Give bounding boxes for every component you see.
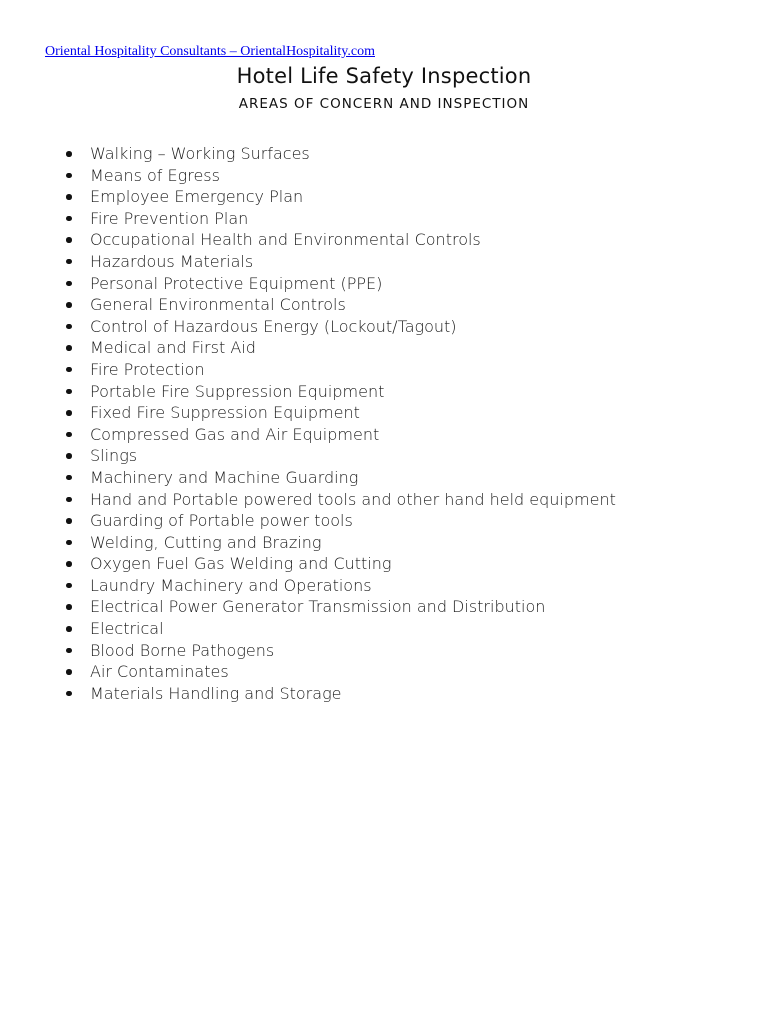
bullet-icon <box>66 669 72 675</box>
bullet-icon <box>66 237 72 243</box>
bullet-icon <box>66 453 72 459</box>
bullet-icon <box>66 410 72 416</box>
list-item-label: Hand and Portable powered tools and other hand held equipment <box>90 489 616 509</box>
bullet-icon <box>66 324 72 330</box>
list-item <box>62 618 616 640</box>
list-item-label: Fire Prevention Plan <box>90 208 249 228</box>
header-link[interactable]: Oriental Hospitality Consultants – OrientalHospitality.com <box>45 44 375 59</box>
list-item <box>62 208 616 230</box>
list-item <box>62 337 616 359</box>
list-item-label: Occupational Health and Environmental Controls <box>90 230 481 250</box>
bullet-icon <box>66 281 72 287</box>
list-item-label: Guarding of Portable power tools <box>90 511 353 531</box>
list-item <box>62 510 616 532</box>
list-item-label: Fixed Fire Suppression Equipment <box>90 403 360 423</box>
list-item-label: Blood Borne Pathogens <box>90 640 275 660</box>
list-item <box>62 186 616 208</box>
list-item <box>62 402 616 424</box>
bullet-icon <box>66 259 72 265</box>
list-item <box>62 424 616 446</box>
bullet-icon <box>66 648 72 654</box>
list-item-label: Portable Fire Suppression Equipment <box>90 381 385 401</box>
page-subtitle: AREAS OF CONCERN AND INSPECTION <box>238 96 530 112</box>
list-item <box>62 381 616 403</box>
list-item-label: Walking – Working Surfaces <box>90 144 310 163</box>
list-item-label: Air Contaminates <box>90 662 229 682</box>
list-item <box>62 359 616 381</box>
bullet-icon <box>66 691 72 697</box>
list-item-label: Materials Handling and Storage <box>90 683 342 703</box>
bullet-icon <box>66 604 72 610</box>
list-item-label: Machinery and Machine Guarding <box>90 467 359 487</box>
list-item <box>62 532 616 554</box>
areas-list <box>62 143 616 704</box>
list-item <box>62 467 616 489</box>
list-item <box>62 143 616 165</box>
bullet-icon <box>66 216 72 222</box>
bullet-icon <box>66 151 72 157</box>
list-item-label: Welding, Cutting and Brazing <box>90 532 322 552</box>
list-item-label: Control of Hazardous Energy (Lockout/Tagout) <box>90 316 457 336</box>
bullet-icon <box>66 367 72 373</box>
list-item-label: Fire Protection <box>90 359 205 379</box>
list-item <box>62 553 616 575</box>
list-item-label: Oxygen Fuel Gas Welding and Cutting <box>90 554 392 574</box>
bullet-icon <box>66 345 72 351</box>
list-item-label: Personal Protective Equipment (PPE) <box>90 273 383 293</box>
list-item <box>62 596 616 618</box>
bullet-icon <box>66 626 72 632</box>
bullet-icon <box>66 497 72 503</box>
bullet-icon <box>66 561 72 567</box>
list-item <box>62 251 616 273</box>
list-item-label: General Environmental Controls <box>90 295 346 315</box>
list-item-label: Electrical <box>90 619 164 639</box>
bullet-icon <box>66 583 72 589</box>
list-item <box>62 229 616 251</box>
bullet-icon <box>66 475 72 481</box>
list-item-label: Hazardous Materials <box>90 251 254 271</box>
bullet-icon <box>66 173 72 179</box>
list-item <box>62 489 616 511</box>
list-item <box>62 661 616 683</box>
list-item-label: Slings <box>90 446 138 466</box>
list-item-label: Compressed Gas and Air Equipment <box>90 424 380 444</box>
bullet-icon <box>66 194 72 200</box>
bullet-icon <box>66 389 72 395</box>
list-item-label: Medical and First Aid <box>90 338 256 358</box>
list-item-label: Electrical Power Generator Transmission and Distribution <box>90 597 546 617</box>
list-item <box>62 640 616 662</box>
list-item <box>62 294 616 316</box>
bullet-icon <box>66 432 72 438</box>
bullet-icon <box>66 302 72 308</box>
list-item-label: Employee Emergency Plan <box>90 187 304 207</box>
list-item <box>62 575 616 597</box>
bullet-icon <box>66 518 72 524</box>
list-item-label: Means of Egress <box>90 165 220 185</box>
list-item <box>62 683 616 705</box>
list-item <box>62 445 616 467</box>
bullet-icon <box>66 540 72 546</box>
list-item-label: Laundry Machinery and Operations <box>90 575 372 595</box>
list-item <box>62 165 616 187</box>
list-item <box>62 273 616 295</box>
page-title: Hotel Life Safety Inspection <box>236 64 532 88</box>
list-item <box>62 316 616 338</box>
